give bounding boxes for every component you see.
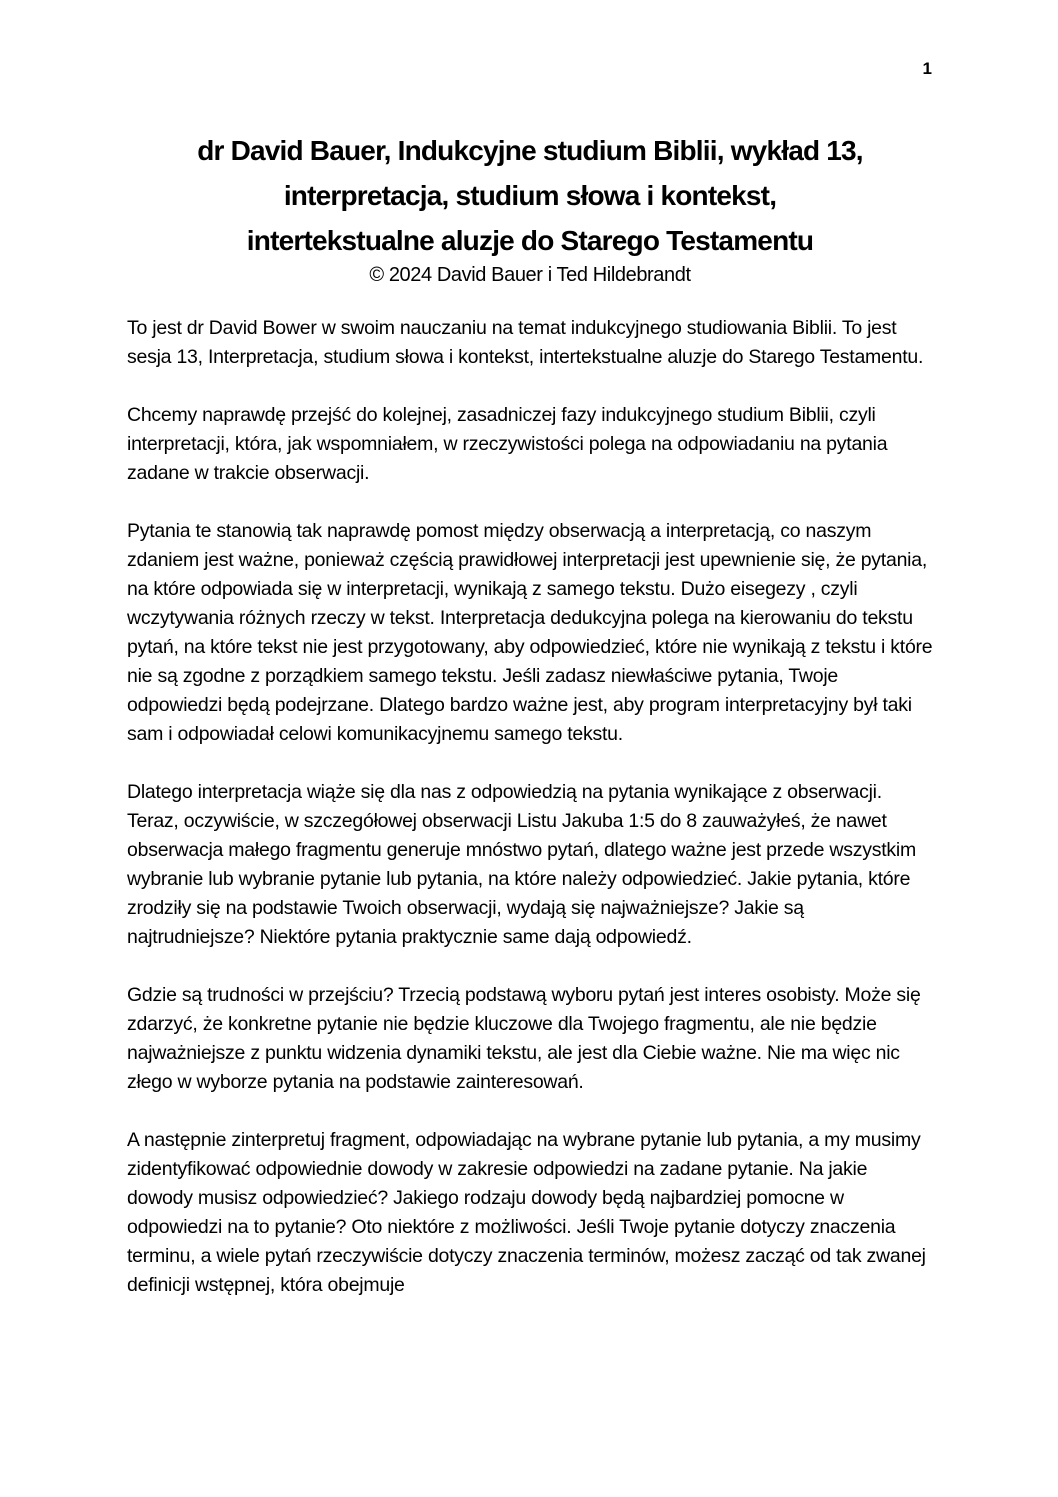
title-line-2: interpretacja, studium słowa i kontekst, [283,180,777,211]
paragraph-6: A następnie zinterpretuj fragment, odpowiadając na wybrane pytanie lub pytania, a my musimy zidentyfikować odpowiednie dowody w zakresie odpowiedzi na zadane pytanie. Na jakie dowody musisz odpowiedzieć? Jakiego rodzaju dowody będą najbardziej pomocne w odpowiedzi na to pytanie? Oto niektóre z możliwości. Jeśli Twoje pytanie dotyczy znaczenia terminu, a wiele pytań rzeczywiście dotyczy znaczenia terminów, możesz zacząć od tak zwanej definicji wstępnej, która obejmuje [127,1129,926,1296]
paragraph-1: To jest dr David Bower w swoim nauczaniu na temat indukcyjnego studiowania Biblii. To jest sesja 13, Interpretacja, studium słowa i kontekst, intertekstualne aluzje do Starego Testamentu. [127,317,924,368]
paragraph-3: Pytania te stanowią tak naprawdę pomost między obserwacją a interpretacją, co naszym zdaniem jest ważne, ponieważ częścią prawidłowej interpretacji jest upewnienie się, że pytania, na które odpowiada się w interpretacji, wynikają z samego tekstu. Dużo eisegezy , czyli wczytywania różnych rzeczy w tekst. Interpretacja dedukcyjna polega na kierowaniu do tekstu pytań, na które tekst nie jest przygotowany, aby odpowiedzieć, które nie wynikają z tekstu i które nie są zgodne z porządkiem samego tekstu. Jeśli zadasz niewłaściwe pytania, Twoje odpowiedzi będą podejrzane. Dlatego bardzo ważne jest, aby program interpretacyjny był taki sam i odpowiadał celowi komunikacyjnemu samego tekstu. [127,520,933,745]
title-line-1: dr David Bauer, Indukcyjne studium Biblii, wykład 13, [197,135,863,166]
paragraph-2: Chcemy naprawdę przejść do kolejnej, zasadniczej fazy indukcyjnego studium Biblii, czyli interpretacji, która, jak wspomniałem, w rzeczywistości polega na odpowiadaniu na pytania zadane w trakcie obserwacji. [127,404,888,484]
paragraph-4: Dlatego interpretacja wiąże się dla nas z odpowiedzią na pytania wynikające z obserwacji. Teraz, oczywiście, w szczegółowej obserwacji Listu Jakuba 1:5 do 8 zauważyłeś, że nawet obserwacja małego fragmentu generuje mnóstwo pytań, dlatego ważne jest przede wszystkim wybranie lub wybranie pytanie lub pytania, na które należy odpowiedzieć. Jakie pytania, które zrodziły się na podstawie Twoich obserwacji, wydają się najważniejsze? Jakie są najtrudniejsze? Niektóre pytania praktycznie same dają odpowiedź. [127,781,916,948]
document-body [127,314,933,1300]
document-title [127,128,933,263]
document-content [127,128,933,1329]
paragraph-5: Gdzie są trudności w przejściu? Trzecią podstawą wyboru pytań jest interes osobisty. Może się zdarzyć, że konkretne pytanie nie będzie kluczowe dla Twojego fragmentu, ale nie będzie najważniejsze z punktu widzenia dynamiki tekstu, ale jest dla Ciebie ważne. Nie ma więc nic złego w wyborze pytania na podstawie zainteresowań. [127,984,921,1093]
copyright-line: © 2024 David Bauer i Ted Hildebrandt [369,264,691,286]
page-number: 1 [922,59,932,78]
title-line-3: intertekstualne aluzje do Starego Testamentu [246,225,814,256]
